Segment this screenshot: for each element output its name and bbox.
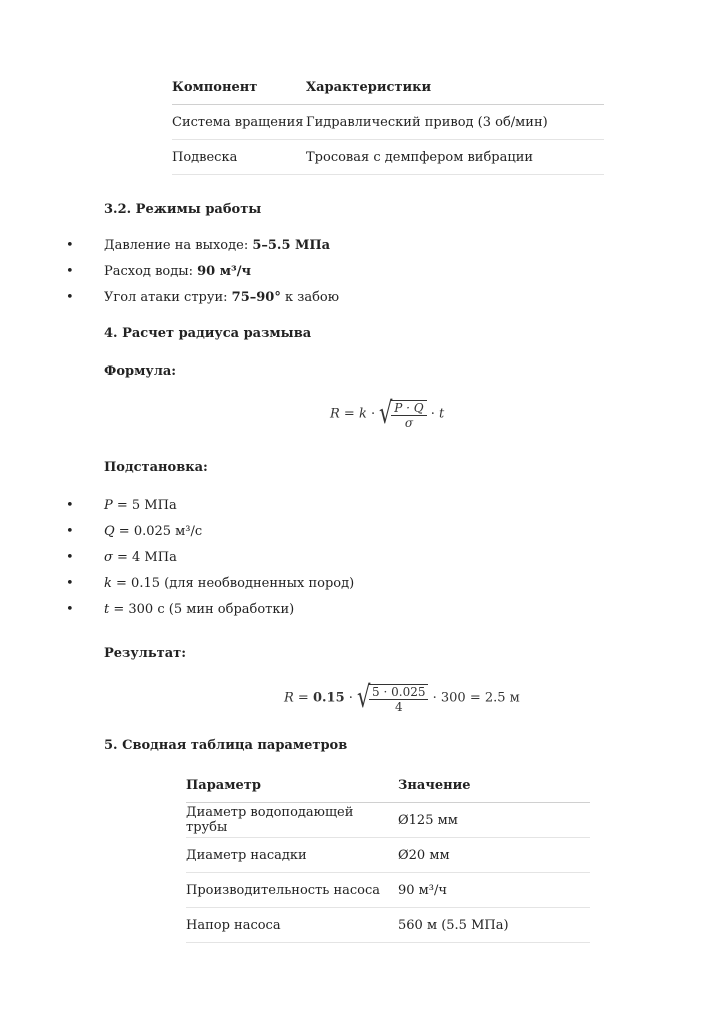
table-cell: Тросовая с демпфером вибрации [306, 140, 604, 175]
table-cell: Система вращения [172, 105, 306, 140]
item-value: 75–90° [231, 290, 281, 305]
list-item [66, 548, 354, 574]
table-cell: Производительность насоса [186, 873, 398, 908]
list-item [66, 522, 354, 548]
list-item [66, 600, 354, 626]
param-value: = 5 МПа [112, 498, 177, 513]
param-value: = 0.15 (для необводненных пород) [111, 576, 355, 591]
formula-t: t [439, 406, 445, 422]
list-item [66, 262, 339, 288]
table-cell: Диаметр водоподающей трубы [186, 803, 398, 838]
table-cell: Подвеска [172, 140, 306, 175]
table-header-row [172, 70, 604, 105]
formula-numerator: P · Q [394, 401, 424, 415]
table-cell: 560 м (5.5 МПа) [398, 908, 590, 943]
formula-dot: · [366, 406, 380, 422]
table-cell: Гидравлический привод (3 об/мин) [306, 105, 604, 140]
formula [330, 398, 444, 430]
result-k: 0.15 [312, 690, 345, 706]
parameters-table [186, 768, 590, 943]
table-row [186, 803, 590, 838]
result-label: Результат: [104, 646, 186, 661]
table-row [186, 838, 590, 873]
result-unit: м [505, 690, 520, 706]
list-item [66, 496, 354, 522]
table-row [172, 140, 604, 175]
table-header-cell: Характеристики [306, 70, 604, 105]
result-lhs: R [284, 690, 294, 706]
list-item [66, 236, 339, 262]
result-tail: · 300 = 2.5 [428, 690, 506, 706]
list-item [66, 574, 354, 600]
sqrt: √ $\frac{P \cdot Q}{\sigma}$ [379, 398, 426, 430]
table-row [172, 105, 604, 140]
result-numerator: 5 · 0.025 [372, 685, 426, 699]
modes-list [66, 236, 339, 314]
substitution-label: Подстановка: [104, 460, 208, 475]
param-symbol: σ [104, 550, 113, 565]
item-label: Давление на выходе: [104, 238, 253, 253]
param-symbol: P [104, 498, 113, 513]
sqrt: √ $\frac{5 \cdot 0.025}{4}$ [357, 682, 428, 714]
param-value: = 0.025 м³/с [114, 524, 203, 539]
table-header-cell: Параметр [186, 768, 398, 803]
result-dot: · [344, 690, 358, 706]
item-suffix: к забою [280, 290, 340, 305]
result-eq: = [293, 690, 313, 706]
section-heading: 4. Расчет радиуса размыва [104, 326, 312, 341]
formula-k: k [358, 406, 367, 422]
result-denominator: 4 [369, 699, 428, 714]
table-header-cell: Значение [398, 768, 590, 803]
table-cell: Ø20 мм [398, 838, 590, 873]
section-heading: 5. Сводная таблица параметров [104, 738, 348, 753]
table-cell: 90 м³/ч [398, 873, 590, 908]
param-value: = 4 МПа [112, 550, 177, 565]
param-symbol: t [104, 602, 110, 617]
components-table [172, 70, 604, 175]
formula-eq: = [339, 406, 359, 422]
table-cell: Ø125 мм [398, 803, 590, 838]
item-label: Расход воды: [104, 264, 198, 279]
params-list [66, 496, 354, 626]
param-value: = 300 с (5 мин обработки) [109, 602, 295, 617]
item-label: Угол атаки струи: [104, 290, 232, 305]
table-cell: Напор насоса [186, 908, 398, 943]
table-header-cell: Компонент [172, 70, 306, 105]
table-row [186, 908, 590, 943]
formula-denominator: σ [404, 416, 414, 430]
formula-dot: · [426, 406, 440, 422]
table-header-row [186, 768, 590, 803]
param-symbol: k [104, 576, 112, 591]
section-heading: 3.2. Режимы работы [104, 202, 262, 217]
table-row [186, 873, 590, 908]
formula-label: Формула: [104, 364, 177, 379]
item-value: 5–5.5 МПа [252, 238, 331, 253]
item-value: 90 м³/ч [197, 264, 251, 279]
table-cell: Диаметр насадки [186, 838, 398, 873]
param-symbol: Q [104, 524, 115, 539]
result-formula [284, 682, 520, 714]
formula-lhs: R [330, 406, 340, 422]
list-item [66, 288, 339, 314]
